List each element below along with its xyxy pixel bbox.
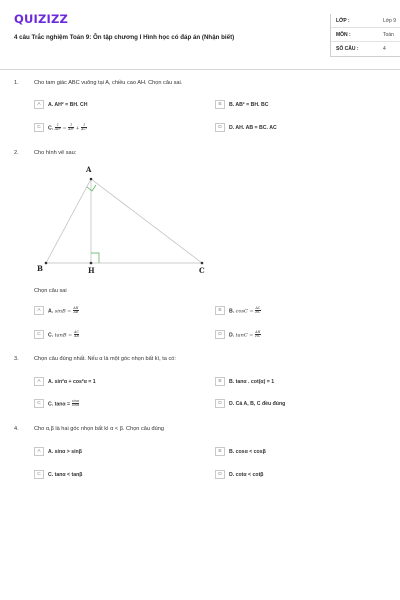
- label-a: A: [86, 165, 92, 174]
- option-letter: A: [34, 306, 44, 315]
- option-letter: B: [215, 100, 225, 109]
- option-text: B. tanα . cot(α) = 1: [229, 378, 275, 385]
- option-b[interactable]: [215, 446, 266, 457]
- question-text: Cho tam giác ABC vuông tại A, chiều cao AH. Chọn câu sai.: [34, 80, 183, 86]
- fraction-denominator: AB: [74, 334, 79, 338]
- option-text: B. AB² = BH. BC: [229, 101, 269, 108]
- meta-row-count: [331, 42, 400, 56]
- option-letter: B: [215, 306, 225, 315]
- point-b: [45, 262, 48, 265]
- point-h: [90, 262, 93, 265]
- meta-table: [330, 14, 400, 57]
- option-letter: B: [215, 377, 225, 386]
- option-d[interactable]: [215, 122, 277, 133]
- option-a[interactable]: [34, 305, 79, 316]
- option-prefix: A.: [48, 307, 54, 314]
- meta-label: SỐ CÂU :: [336, 46, 359, 52]
- fraction-numerator: 1: [83, 122, 86, 127]
- option-text: [48, 400, 79, 408]
- option-letter: A: [34, 100, 44, 109]
- fraction: [81, 124, 87, 132]
- option-letter: C: [34, 470, 44, 479]
- segment-ac: [91, 179, 202, 263]
- option-c[interactable]: [34, 398, 79, 409]
- fraction-numerator: AH: [73, 305, 79, 310]
- option-prefix: C.: [48, 124, 54, 131]
- fraction: [73, 307, 79, 315]
- fraction-numerator: AC: [255, 305, 261, 310]
- option-b[interactable]: [215, 99, 268, 110]
- option-prefix: C. tanα =: [48, 400, 71, 407]
- question-number: 4.: [14, 426, 19, 432]
- option-letter: D: [215, 470, 225, 479]
- option-letter: A: [34, 447, 44, 456]
- option-letter: B: [215, 447, 225, 456]
- fraction-numerator: AH: [255, 329, 261, 334]
- option-letter: A: [34, 377, 44, 386]
- point-a: [90, 178, 93, 181]
- header: [14, 12, 397, 52]
- trig-function: tan: [235, 331, 244, 338]
- trig-variable: B: [62, 307, 66, 314]
- fraction-denominator: cosα: [71, 403, 80, 407]
- fraction-denominator: AC²: [81, 127, 88, 131]
- option-letter: D: [215, 330, 225, 339]
- fraction-numerator: 1: [70, 122, 73, 127]
- fraction: [255, 331, 261, 339]
- option-letter: C: [34, 330, 44, 339]
- right-triangle-figure: [34, 163, 214, 279]
- option-text: B. cosC = $\frac{AC}{BC}$: [229, 305, 261, 314]
- option-text: A. AH² = BH. CH: [48, 101, 88, 108]
- option-text: D. tanC = $\frac{AH}{HC}$: [229, 329, 261, 338]
- option-prefix: D.: [229, 331, 235, 338]
- option-b[interactable]: [215, 305, 261, 316]
- fraction-denominator: BC: [255, 310, 261, 314]
- option-text: A. sin²α + cos²α = 1: [48, 378, 96, 385]
- option-letter: D: [215, 123, 225, 132]
- question-number: 1.: [14, 80, 19, 86]
- meta-label: LỚP :: [336, 18, 350, 24]
- meta-value: Toán: [383, 32, 394, 38]
- math-operator: +: [75, 124, 80, 131]
- option-text: D. Cả A, B, C đều đúng: [229, 400, 286, 407]
- meta-row-subject: [331, 28, 400, 42]
- option-letter: D: [215, 399, 225, 408]
- option-d[interactable]: [215, 329, 261, 340]
- point-c: [201, 262, 204, 265]
- option-text: C. tanB = $\frac{AC}{AB}$: [48, 329, 79, 338]
- question-text: Cho hình vẽ sau:: [34, 150, 77, 156]
- header-divider: [0, 69, 400, 70]
- fraction-numerator: 1: [55, 124, 61, 129]
- fraction-denominator: HC: [255, 334, 261, 338]
- fraction-denominator: AB: [73, 310, 79, 314]
- fraction-numerator: AC: [74, 329, 79, 334]
- option-a[interactable]: [34, 376, 96, 387]
- fraction: [68, 124, 74, 132]
- option-d[interactable]: [215, 469, 263, 480]
- trig-function: cos: [235, 307, 245, 314]
- label-h: H: [88, 266, 95, 275]
- fraction-denominator: AH²: [54, 127, 62, 131]
- fraction: [72, 400, 80, 408]
- question-text: Cho α,β là hai góc nhọn bất kì α < β. Chọn câu đúng: [34, 426, 164, 432]
- trig-function: sin: [54, 307, 63, 314]
- fraction: [55, 124, 61, 132]
- label-c: C: [199, 266, 205, 275]
- option-letter: C: [34, 399, 44, 408]
- fraction-numerator: sinα: [72, 398, 79, 403]
- option-text: C. tanα < tanβ: [48, 471, 83, 478]
- question-number: 3.: [14, 356, 19, 362]
- question-text: Chọn câu đúng nhất. Nếu α là một góc nhọn bất kì, ta có:: [34, 356, 176, 362]
- trig-variable: C: [244, 307, 248, 314]
- right-angle-mark-a: [87, 185, 96, 191]
- question-subtext: Chọn câu sai: [34, 288, 67, 294]
- option-text: B. cosα < cosβ: [229, 448, 266, 455]
- question-number: 2.: [14, 150, 19, 156]
- option-c[interactable]: [34, 469, 82, 480]
- option-text: D. AH. AB = BC. AC: [229, 124, 277, 131]
- option-prefix: B.: [229, 307, 235, 314]
- page-title: 4 câu Trắc nghiệm Toán 9: Ôn tập chương I Hình học có đáp án (Nhận biết): [14, 34, 235, 41]
- trig-variable: C: [243, 331, 248, 338]
- fraction-denominator: AB²: [68, 127, 75, 131]
- option-c[interactable]: [34, 122, 87, 133]
- option-text: [48, 124, 87, 132]
- option-a[interactable]: [34, 446, 82, 457]
- meta-value: 4: [383, 46, 386, 52]
- option-d[interactable]: [215, 398, 285, 409]
- option-a[interactable]: [34, 99, 87, 110]
- quizizz-logo: QUIZIZZ: [14, 12, 69, 26]
- option-c[interactable]: [34, 329, 79, 340]
- option-letter: C: [34, 123, 44, 132]
- fraction: [255, 307, 261, 315]
- segment-ab: [46, 179, 91, 263]
- option-text: A. sinB = $\frac{AH}{AB}$: [48, 305, 79, 314]
- label-b: B: [37, 264, 43, 273]
- right-angle-mark-h: [91, 253, 99, 263]
- trig-function: tan: [54, 331, 63, 338]
- fraction: [74, 331, 80, 339]
- option-text: A. sinα > sinβ: [48, 448, 82, 455]
- math-operator: =: [62, 124, 67, 131]
- option-text: D. cotα < cotβ: [229, 471, 264, 478]
- option-prefix: C.: [48, 331, 54, 338]
- meta-row-class: [331, 14, 400, 28]
- meta-label: MÔN :: [336, 32, 351, 38]
- trig-variable: B: [62, 331, 67, 338]
- option-b[interactable]: [215, 376, 274, 387]
- meta-value: Lớp 9: [383, 18, 397, 24]
